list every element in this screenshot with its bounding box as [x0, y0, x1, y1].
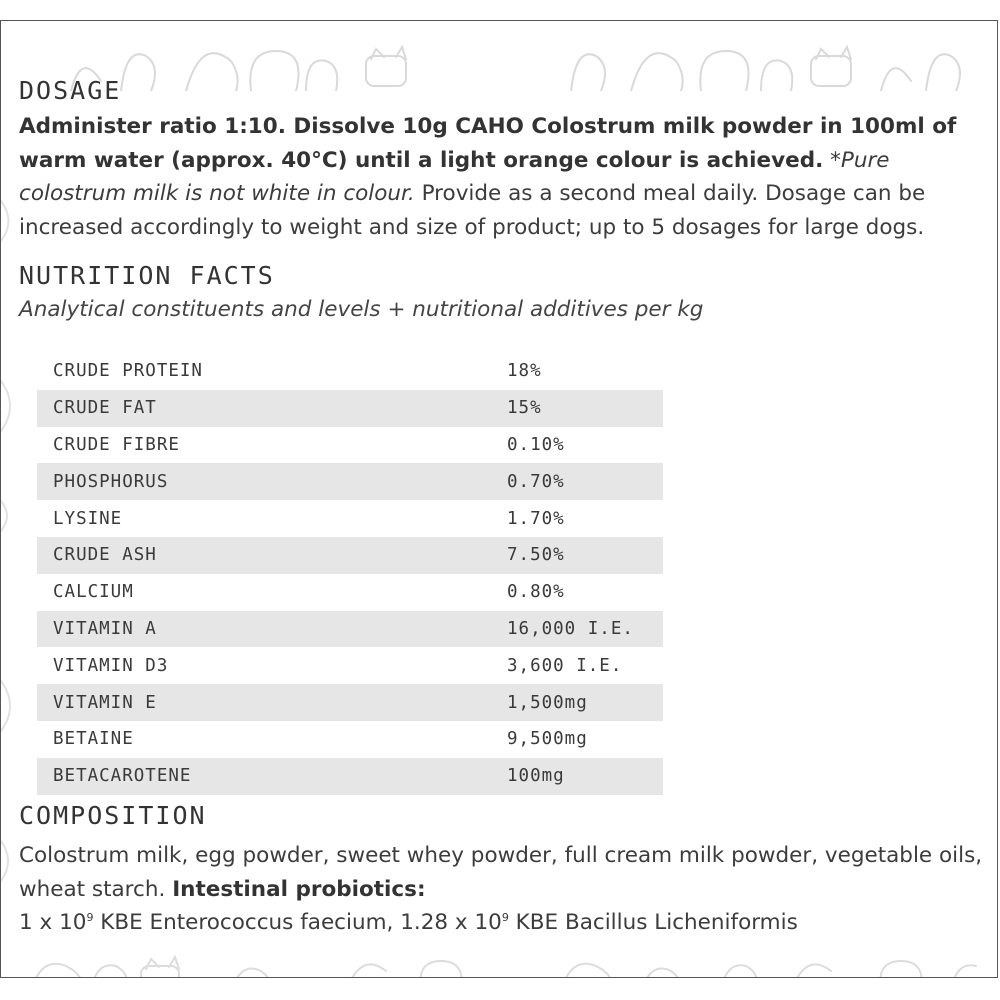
nutrient-value: 16,000 I.E.: [507, 618, 634, 639]
nutrition-row: [37, 537, 663, 574]
nutrition-row: [37, 500, 663, 537]
nutrient-value: 0.10%: [507, 434, 565, 455]
nutrition-table: [37, 353, 663, 795]
nutrition-row: [37, 427, 663, 464]
nutrition-row: [37, 721, 663, 758]
nutrient-value: 1.70%: [507, 508, 565, 529]
nutrient-value: 1,500mg: [507, 692, 588, 713]
pet-doodle-pattern-bottom: [1, 941, 998, 978]
nutrient-value: 100mg: [507, 766, 565, 787]
nutrition-row: [37, 353, 663, 390]
nutrient-name: LYSINE: [53, 508, 123, 529]
dosage-note-italic: *Pure colostrum milk is not white in colour.: [19, 147, 890, 206]
dosage-text: Provide as a second meal daily. Dosage can be increased accordingly to weight and size of product; up to 5 dosages for large dogs.: [19, 181, 926, 240]
nutrient-value: 18%: [507, 361, 542, 382]
nutrient-name: BETAINE: [53, 729, 134, 750]
nutrient-name: CRUDE ASH: [53, 545, 157, 566]
nutrient-name: VITAMIN A: [53, 618, 157, 639]
nutrient-value: 15%: [507, 398, 542, 419]
nutrient-name: BETACAROTENE: [53, 766, 192, 787]
composition-heading: COMPOSITION: [19, 801, 207, 830]
nutrient-name: CRUDE FIBRE: [53, 434, 180, 455]
dosage-heading: DOSAGE: [19, 76, 122, 105]
nutrient-value: 0.80%: [507, 582, 565, 603]
nutrient-value: 3,600 I.E.: [507, 655, 623, 676]
nutrition-heading: NUTRITION FACTS: [19, 261, 275, 290]
label-panel: [0, 20, 998, 978]
nutrition-row: [37, 647, 663, 684]
dosage-instructions-bold: Administer ratio 1:10. Dissolve 10g CAHO Colostrum milk powder in 100ml of warm water (approx. 40°C) until a light orange colour is achieved.: [19, 114, 957, 173]
nutrient-name: VITAMIN D3: [53, 655, 169, 676]
nutrition-row: [37, 390, 663, 427]
nutrient-value: 7.50%: [507, 545, 565, 566]
composition-ingredients: Colostrum milk, egg powder, sweet whey powder, full cream milk powder, vegetable oils, wheat starch.: [19, 843, 983, 902]
nutrient-value: 9,500mg: [507, 729, 588, 750]
nutrition-row: [37, 758, 663, 795]
probiotics-line: 1 x $10^9$ KBE Enterococcus faecium, 1.28 x $10^9$ KBE Bacillus Licheniformis: [19, 910, 798, 935]
nutrient-name: CRUDE FAT: [53, 398, 157, 419]
exponent-1: 9: [86, 910, 94, 924]
pet-doodle-pattern-top: [1, 31, 998, 91]
nutrient-name: VITAMIN E: [53, 692, 157, 713]
nutrition-row: [37, 463, 663, 500]
nutrient-value: 0.70%: [507, 471, 565, 492]
nutrition-row: [37, 574, 663, 611]
nutrition-row: [37, 611, 663, 648]
dosage-paragraph: [19, 110, 994, 244]
nutrition-subtitle: Analytical constituents and levels + nutritional additives per kg: [19, 297, 704, 322]
nutrient-name: CRUDE PROTEIN: [53, 361, 203, 382]
nutrition-row: [37, 684, 663, 721]
exponent-2: 9: [501, 910, 509, 924]
nutrient-name: CALCIUM: [53, 582, 134, 603]
probiotics-label: Intestinal probiotics:: [172, 876, 426, 902]
nutrient-name: PHOSPHORUS: [53, 471, 169, 492]
composition-paragraph: [19, 839, 994, 940]
